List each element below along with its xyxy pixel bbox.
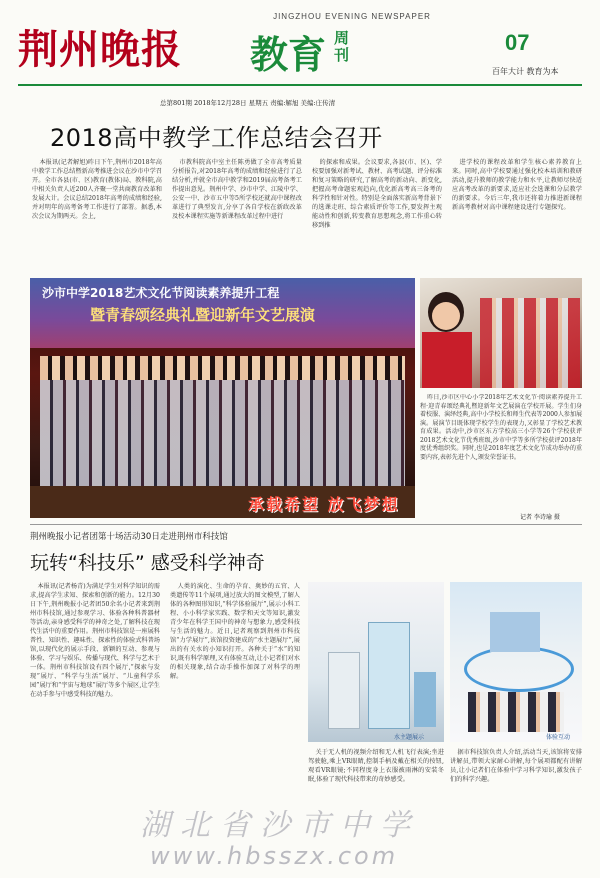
photo2-caption: 水主题展示 [394, 734, 425, 741]
student-uniform [422, 332, 472, 388]
photo3-caption: 体验互动 [546, 734, 571, 741]
page-number: 07 [505, 30, 530, 55]
student-face [432, 302, 460, 330]
banner-line2: 暨青春颂经典礼暨迎新年文艺展演 [90, 306, 316, 324]
english-name: JINGZHOU EVENING NEWSPAPER [273, 12, 431, 21]
stage-photo [30, 278, 415, 518]
exhibit-ring [464, 646, 574, 692]
exhibit-panel [490, 612, 540, 652]
article1-col4: 进学校的课程改革和学生核心素养教育上来。同时,高中学校要通过强化校本培训和教研活动,提升教师的教学能力和水平,让教师尽快适应高考改革的新要求,适应社会选课和分层教学的新要求。今后三年,我市还将着力推进新课程新高考教材对高中课程建设进行专题探究。 [452, 159, 582, 211]
slogan: 百年大计 教育为本 [492, 67, 559, 76]
banner-line1: 沙市中学2018艺术文化节阅读素养提升工程 [42, 286, 280, 300]
article2-col4: 据市科技馆负责人介绍,活动当天,该馆将安排讲解员,带领大家耐心讲解,每个展项都配有讲解员,让小记者们在体验中学习科学知识,激发孩子们的科学兴趣。 [450, 749, 582, 783]
article1-col1: 本报讯(记者解旭)昨日下午,荆州市2018年高中教学工作总结暨新高考推进会议在沙市中学召开。全市各县(市、区)教育(教体)局、教科院,高中相关负责人近200人齐聚一堂共商教育改革和发展大计。会议总结2018年高考的成绩和经验,并对明年的高考备考工作进行了部署。据悉,本次会议为期两天。会上, [32, 159, 162, 220]
article1-col2: 市教科院高中室主任陈勇做了全市高考质量分析报告,对2018年高考的成绩和经验进行了总结分析,并就全市高中教学和2019届高考备考工作提出意见。荆州中学、沙市中学、江陵中学、公安一中、沙市五中等5所学校还就高中课程改革进行了典型发言,分享了各自学校在新政改革及校本课程实施等新课程改革过程中进行 [172, 159, 302, 220]
article2-col2: 人类的演化、生命的孕育、奥妙的五官、人类遗传等11个展项,通过放大的图文模型,了解人体的各种图形知识,“科学体验展厅”,展示小科工程、小小科学家实践、数学和天文等知识,激发青少年在科学王国中的神奇与想象力,感受科技与生活的魅力。近日,记者观察到荆州市科技馆“力学展厅”,该馆投资建成的“水主题展厅”,展出的有关水的小知识打开。各种关于“水”的知识,既有科学原理,又有体验互动,让小记者们对水的相关现象,结合动手操作加深了对科学的理解。 [170, 583, 300, 680]
masthead-logo: 荆州晚报 [18, 26, 182, 73]
stage-slogan: 承载希望 放飞梦想 [248, 495, 400, 514]
article2-col1: 本报讯(记者杨青)为满足学生对科学知识的需求,提高学生求知、探索和创新的能力。12月30日下午,荆州晚报小记者团50余名小记者来到荆州市科技馆,通过参观学习、体验各种科普器材等活动,亲身感受科学的神奇之处,了解科技在现代生活中的重要作用。荆州市科技馆是一座展科普性、知识性、趣味性、探索性的体验式科普场馆,以现代化的展示手段、新颖的互动、参观与体验、学习与娱乐、传播与现代、科学与艺术于一体。荆州市科技馆设有四个展厅,“探索与发现”展厅、“科学与生活”展厅、“儿童科学乐园”展厅和“宇宙与地球”展厅等多个展区,让学生在动手参与中感受科技的魅力。 [30, 583, 160, 698]
masthead-rule [18, 84, 582, 86]
visitors [468, 692, 564, 732]
water-exhibit-photo [308, 582, 444, 742]
article2-col3: 关于无人机的视频介绍和无人机飞行表演;坐进驾驶舱,乘上VR眼睛,控制手柄及戴在相关的按钮,观看VR眼镜;不同程度身上衣服被雨淋的安装冬眠,体验了现代科技带来的奇妙感受。 [308, 749, 444, 783]
choir-faces [40, 356, 405, 380]
watermark-url: www.hbsszx.com [150, 842, 399, 870]
article2-kicker: 荆州晚报小记者团第十场活动30日走进荆州市科技馆 [30, 532, 228, 542]
activity-photo [450, 582, 582, 742]
watermark-cn: 湖北省沙市中学 [140, 808, 420, 843]
article1-headline: 2018高中教学工作总结会召开 [50, 124, 383, 152]
students-row [480, 298, 580, 388]
article2-headline: 玩转“科技乐” 感受科学神奇 [30, 552, 265, 574]
side-byline: 记者 李诗瑜 摄 [520, 514, 560, 521]
issue-line: 总第801期 2018年12月28日 星期五 责编:解旭 美编:庄传清 [160, 99, 336, 107]
exhibit-tank [368, 622, 410, 729]
article1-col3: 的探索和成果。会议要求,各县(市、区)、学校要加强对新考试、教材、高考试题、评分标准和复习策略的研究,了解高考的新动向、新变化,把握高考命题宏观趋向,优化新高考高三备考的科学性和针对性。特别是全面落实新高考背景下的选课走班、综合素质评价等工作,要发挥主观能动性和创新,转变教育思想观念,将工作重心转移到推 [312, 159, 442, 229]
section-title: 教育 [250, 33, 327, 77]
exhibit-column-left [328, 652, 360, 729]
section-divider [30, 524, 582, 525]
reading-photo [420, 278, 582, 388]
side-story-text: 昨日,沙市区中心小学2018年艺术文化节·阅读素养提升工程·迎青春颂经典礼暨迎新年文艺展演在学校开展。学生们身着校服、演绎经典,高中小学校长和师生代表等2000人参加展演。展演节目既体现学校学生的表现力,又彰显了学校艺术教育成果。活动中,沙市区东方学校高三小学等26个学校获评2018艺术文化节优秀班级,沙市中学等多所学校获评2018年度优秀组织奖。同时,也是2018年度艺术文化节成功举办的重要内容,表彰先进个人,颁发荣誉证书。 [420, 394, 582, 461]
section-sub: 周刊 [334, 29, 350, 64]
exhibit-column-right [414, 672, 436, 727]
